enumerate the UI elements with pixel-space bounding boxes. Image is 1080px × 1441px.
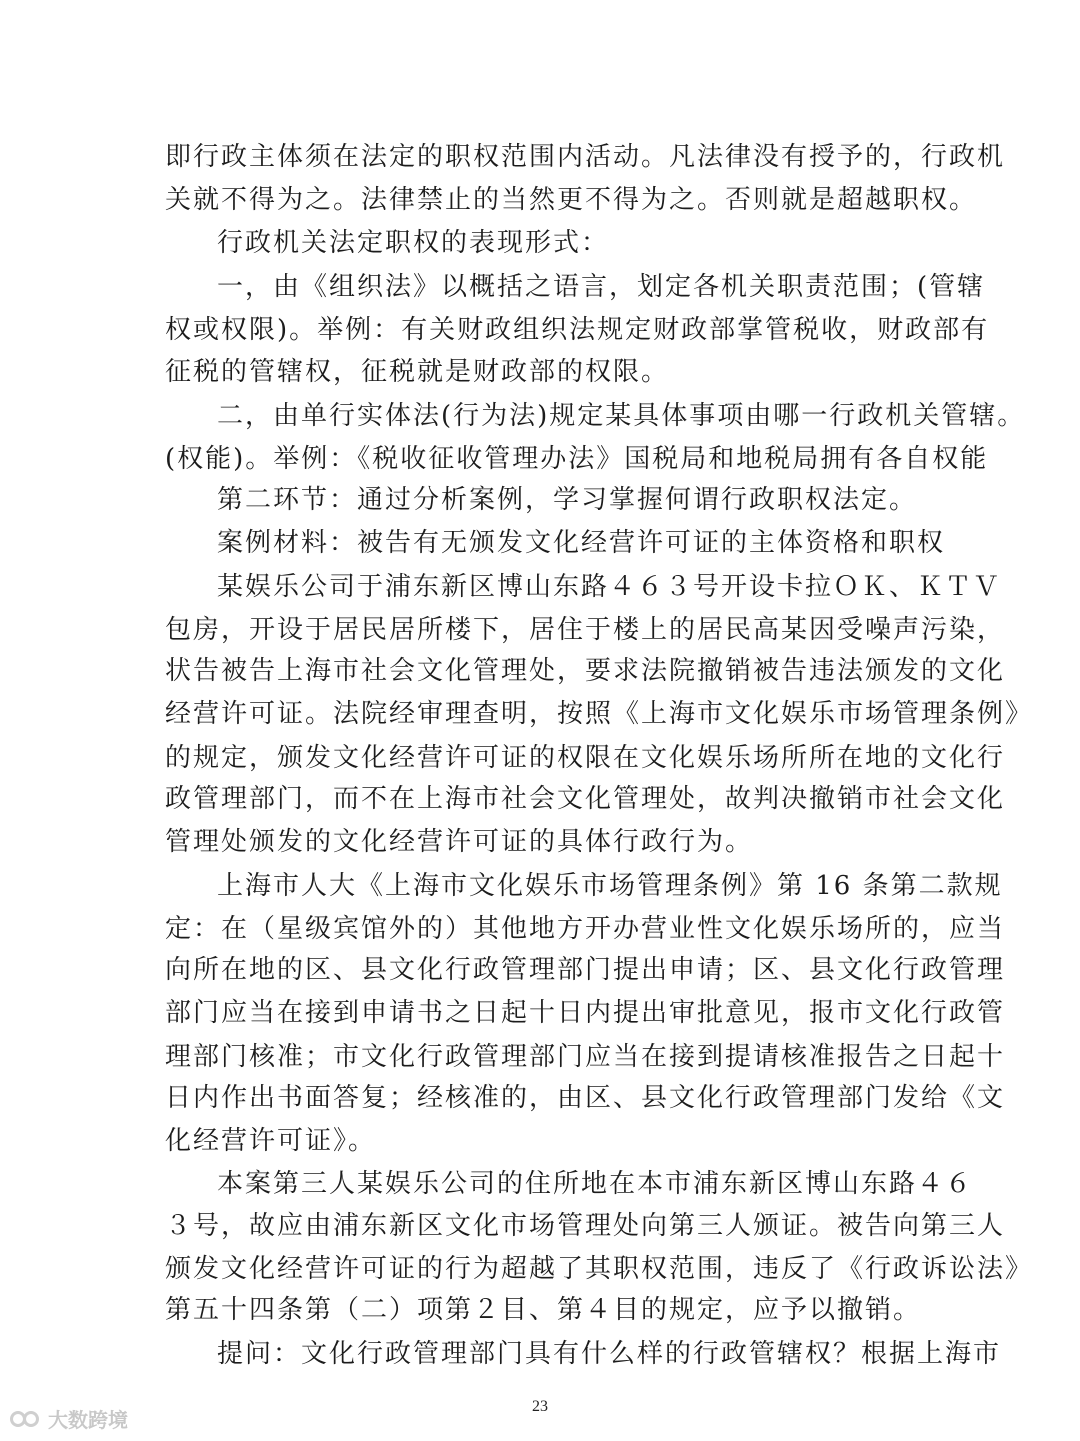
text-line: 案例材料：被告有无颁发文化经营许可证的主体资格和职权 bbox=[217, 528, 946, 558]
text-line: 提问：文化行政管理部门具有什么样的行政管辖权？根据上海市 bbox=[217, 1339, 1002, 1369]
text-line: 的规定，颁发文化经营许可证的权限在文化娱乐场所所在地的文化行 bbox=[165, 743, 1006, 773]
page-number: 23 bbox=[532, 1398, 548, 1415]
text-line: 管理处颁发的文化经营许可证的具体行政行为。 bbox=[165, 827, 754, 857]
text-line: 包房，开设于居民居所楼下，居住于楼上的居民高某因受噪声污染， bbox=[165, 615, 1006, 645]
text-line: 状告被告上海市社会文化管理处，要求法院撤销被告违法颁发的文化 bbox=[165, 656, 1006, 686]
watermark-logo-icon bbox=[10, 1409, 44, 1429]
text-line: 政管理部门，而不在上海市社会文化管理处，故判决撤销市社会文化 bbox=[165, 784, 1006, 814]
text-line: 第五十四条第（二）项第２目、第４目的规定，应予以撤销。 bbox=[165, 1295, 922, 1325]
text-line: 第二环节：通过分析案例，学习掌握何谓行政职权法定。 bbox=[217, 485, 918, 515]
text-line: 二，由单行实体法(行为法)规定某具体事项由哪一行政机关管辖。 bbox=[217, 401, 1026, 431]
text-line: 部门应当在接到申请书之日起十日内提出审批意见，报市文化行政管 bbox=[165, 998, 1006, 1028]
text-line: (权能)。举例：《税收征收管理办法》国税局和地税局拥有各自权能 bbox=[165, 444, 989, 474]
text-line: 权或权限)。举例：有关财政组织法规定财政部掌管税收，财政部有 bbox=[165, 315, 990, 345]
text-line: 征税的管辖权，征税就是财政部的权限。 bbox=[165, 357, 670, 387]
text-line: 上海市人大《上海市文化娱乐市场管理条例》第 16 条第二款规 bbox=[217, 871, 1003, 901]
text-line: 即行政主体须在法定的职权范围内活动。凡法律没有授予的，行政机 bbox=[165, 142, 1006, 172]
text-line: 理部门核准；市文化行政管理部门应当在接到提请核准报告之日起十 bbox=[165, 1042, 1006, 1072]
text-line: 关就不得为之。法律禁止的当然更不得为之。否则就是超越职权。 bbox=[165, 185, 978, 215]
text-line: ３号，故应由浦东新区文化市场管理处向第三人颁证。被告向第三人 bbox=[165, 1211, 1006, 1241]
watermark bbox=[10, 1404, 128, 1433]
text-line: 化经营许可证》。 bbox=[165, 1126, 377, 1156]
text-line: 定：在（星级宾馆外的）其他地方开办营业性文化娱乐场所的，应当 bbox=[165, 914, 1006, 944]
text-line: 某娱乐公司于浦东新区博山东路４６３号开设卡拉ＯＫ、ＫＴＶ bbox=[217, 572, 1002, 602]
text-line: 一，由《组织法》以概括之语言，划定各机关职责范围；(管辖 bbox=[217, 272, 986, 302]
text-line: 颁发文化经营许可证的行为超越了其职权范围，违反了《行政诉讼法》 bbox=[165, 1254, 1034, 1284]
watermark-text: 大数跨境 bbox=[48, 1408, 128, 1432]
text-line: 向所在地的区、县文化行政管理部门提出申请；区、县文化行政管理 bbox=[165, 955, 1006, 985]
text-line: 日内作出书面答复；经核准的，由区、县文化行政管理部门发给《文 bbox=[165, 1083, 1006, 1113]
text-line: 经营许可证。法院经审理查明，按照《上海市文化娱乐市场管理条例》 bbox=[165, 699, 1034, 729]
text-line: 行政机关法定职权的表现形式： bbox=[217, 228, 610, 258]
text-line: 本案第三人某娱乐公司的住所地在本市浦东新区博山东路４６ bbox=[217, 1169, 974, 1199]
